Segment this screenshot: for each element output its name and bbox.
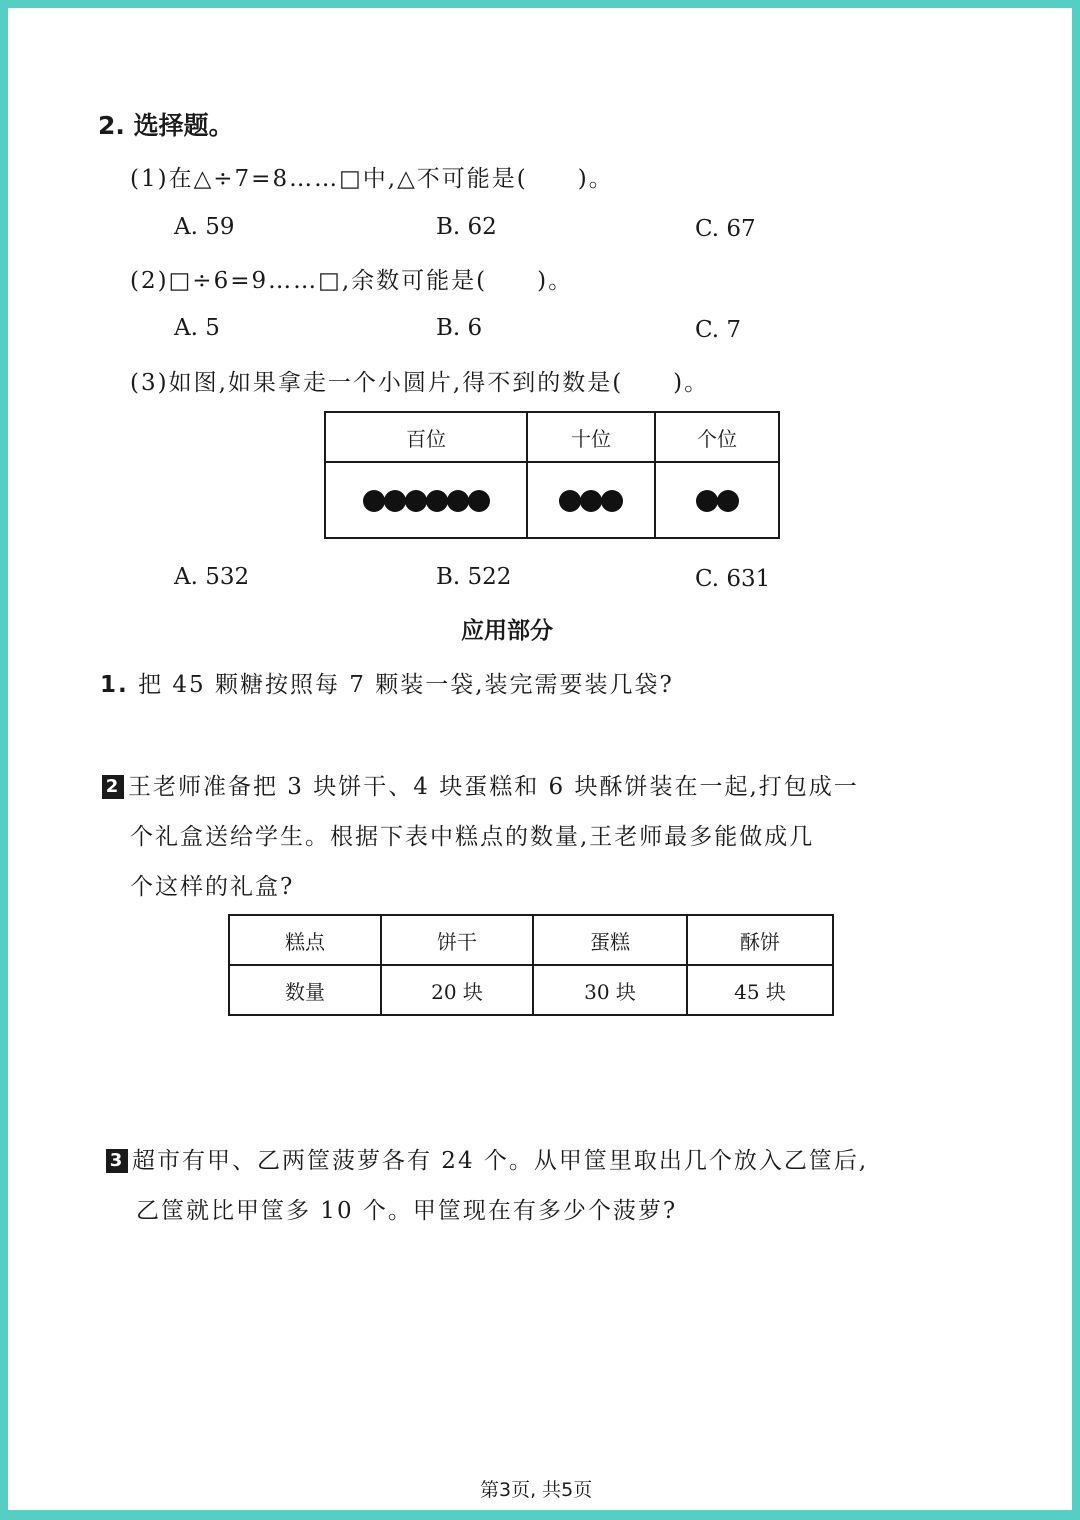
problem-1-number: 1. [100,672,129,698]
q1-option-b: B. 62 [436,214,497,240]
q2-option-a: A. 5 [174,315,220,341]
question-1-stem: (1)在△÷7=8……□中,△不可能是( )。 [130,166,614,192]
counter-dot [601,490,623,512]
counter-dot [696,490,718,512]
place-value-table [324,411,780,539]
counter-dot [447,490,469,512]
problem-3-number: 3 [106,1149,128,1173]
tens-dots-cell [527,462,655,538]
pastry-header-crisp: 酥饼 [687,915,833,965]
q3-option-b: B. 522 [436,564,512,590]
counter-dot [426,490,448,512]
counter-dot [384,490,406,512]
header-hundreds: 百位 [325,412,527,462]
q1-option-a: A. 59 [174,214,235,240]
problem-1 [100,666,674,699]
pastry-table [228,914,834,1016]
application-section-title: 应用部分 [461,618,553,644]
problem-2-text-1: 王老师准备把 3 块饼干、4 块蛋糕和 6 块酥饼装在一起,打包成一 [128,774,859,800]
problem-2-line-3: 个这样的礼盒? [130,874,295,900]
pastry-quantity-crisp: 45 块 [687,965,833,1015]
header-ones: 个位 [655,412,779,462]
q3-option-a: A. 532 [174,564,250,590]
problem-3-line-2: 乙筐就比甲筐多 10 个。甲筐现在有多少个菠萝? [136,1198,678,1224]
problem-1-text: 把 45 颗糖按照每 7 颗装一袋,装完需要装几袋? [138,672,674,698]
pastry-quantity-biscuit: 20 块 [381,965,533,1015]
header-tens: 十位 [527,412,655,462]
problem-3-text-1: 超市有甲、乙两筐菠萝各有 24 个。从甲筐里取出几个放入乙筐后, [132,1148,869,1174]
counter-dot [717,490,739,512]
worksheet-page [8,8,1072,1510]
hundreds-dots-cell [325,462,527,538]
ones-dots-cell [655,462,779,538]
question-2-stem: (2)□÷6=9……□,余数可能是( )。 [130,268,574,294]
section-number: 2. [98,111,125,140]
counter-dot [468,490,490,512]
section-heading [98,106,234,142]
q2-option-c: C. 7 [695,317,742,343]
question-3-stem: (3)如图,如果拿走一个小圆片,得不到的数是( )。 [130,370,710,396]
counter-dot [363,490,385,512]
section-title: 选择题。 [133,111,234,140]
pastry-quantity-label: 数量 [229,965,381,1015]
pastry-header-biscuit: 饼干 [381,915,533,965]
q2-option-b: B. 6 [436,315,483,341]
q3-option-c: C. 631 [695,566,771,592]
pastry-quantity-cake: 30 块 [533,965,687,1015]
q1-option-c: C. 67 [695,216,756,242]
problem-3-line-1 [106,1142,868,1175]
counter-dot [559,490,581,512]
page-number-footer: 第3页, 共5页 [480,1479,593,1501]
pastry-header-label: 糕点 [229,915,381,965]
problem-2-line-2: 个礼盒送给学生。根据下表中糕点的数量,王老师最多能做成几 [130,824,815,850]
counter-dot [405,490,427,512]
problem-2-line-1 [102,768,859,801]
problem-2-number: 2 [102,775,124,799]
pastry-header-cake: 蛋糕 [533,915,687,965]
counter-dot [580,490,602,512]
